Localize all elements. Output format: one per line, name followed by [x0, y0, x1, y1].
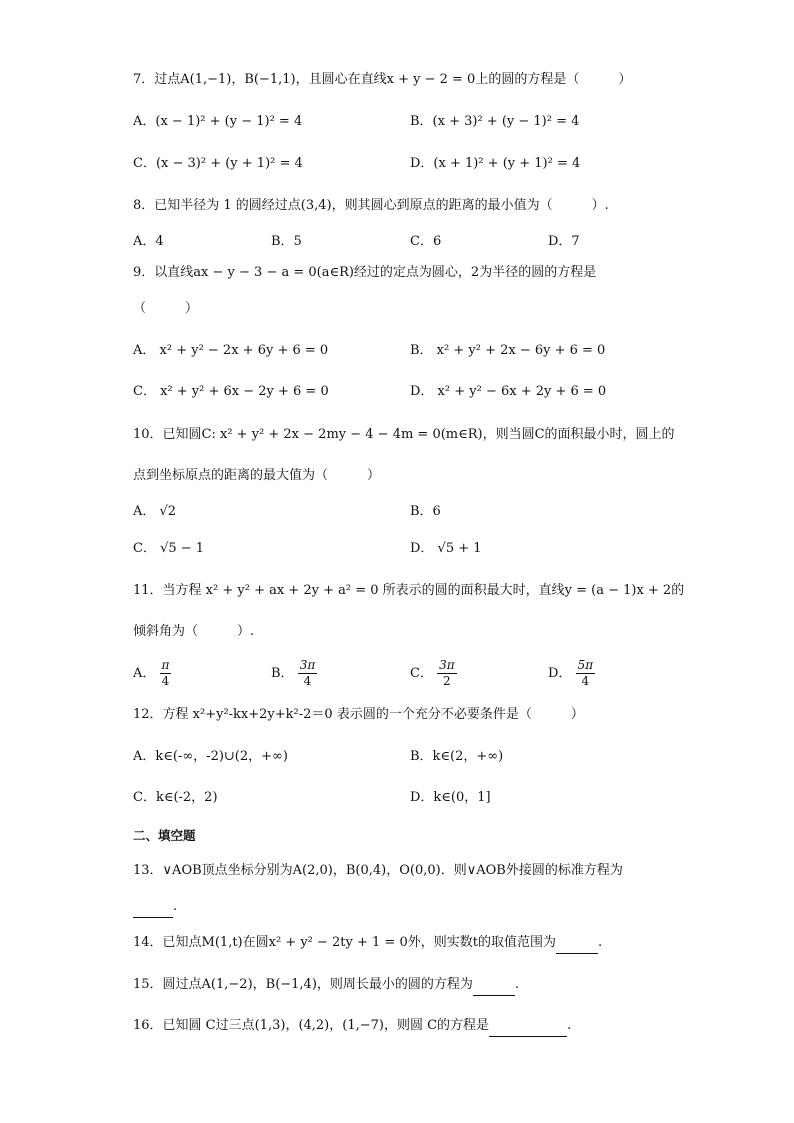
q10-option-c: C． √5 − 1 [133, 541, 205, 556]
q11-option-b-label: B． [271, 666, 294, 681]
q16-answer-blank[interactable] [489, 1016, 567, 1037]
q11-option-a [133, 658, 171, 689]
q11-option-a-label: A． [133, 666, 156, 681]
q8-option-c: C．6 [410, 234, 442, 249]
q11-option-c [410, 658, 457, 689]
q12-option-a: A．k∈(-∞，-2)∪(2，+∞) [133, 749, 288, 764]
q8-option-d: D．7 [548, 234, 580, 249]
q12-option-c: C．k∈(-2，2) [133, 790, 218, 805]
q8-stem: 8．已知半径为 1 的圆经过点(3,4)，则其圆心到原点的距离的最小值为（ ）. [133, 198, 609, 213]
q9-stem: 9．以直线ax − y − 3 − a = 0(a∈R)经过的定点为圆心，2为半径的圆的方程是 [133, 265, 597, 280]
q11-option-b [271, 658, 317, 689]
q10-option-d: D． √5 + 1 [410, 541, 482, 556]
q10-stem-cont: 点到坐标原点的距离的最大值为（ ） [133, 468, 381, 483]
q8-option-a: A．4 [133, 234, 164, 249]
q9-option-d: D． x² + y² − 6x + 2y + 6 = 0 [410, 384, 607, 399]
q7-option-c: C．(x − 3)² + (y + 1)² = 4 [133, 156, 303, 171]
q12-option-d: D．k∈(0，1] [410, 790, 491, 805]
q15-answer-blank[interactable] [473, 975, 515, 996]
q12-stem: 12．方程 x²+y²-kx+2y+k²-2＝0 表示圆的一个充分不必要条件是（ ） [133, 707, 584, 722]
q11-option-c-fraction: $\frac{3\pi}{2}$ [439, 658, 455, 688]
q11-stem-cont: 倾斜角为（ ）. [133, 624, 255, 639]
q11-option-d [548, 658, 595, 689]
q11-option-a-fraction: $\frac{\pi}{4}$ [161, 658, 170, 688]
q13-answer-blank[interactable] [133, 897, 173, 918]
q10-option-b: B．6 [410, 504, 441, 519]
section-heading-fill-in: 二、填空题 [133, 828, 196, 843]
q15-stem: 15．圆过点A(1,−2)，B(−1,4)，则周长最小的圆的方程为 . [133, 975, 519, 996]
q9-option-a: A． x² + y² − 2x + 6y + 6 = 0 [133, 343, 329, 358]
q7-option-b: B．(x + 3)² + (y − 1)² = 4 [410, 114, 580, 129]
q10-stem: 10．已知圆C: x² + y² + 2x − 2my − 4 − 4m = 0(m∈R)，则当圆C的面积最小时，圆上的 [133, 427, 675, 442]
q10-option-a: A． √2 [133, 504, 177, 519]
q13-stem: 13．∨AOB顶点坐标分别为A(2,0)，B(0,4)，O(0,0)．则∨AOB外接圆的标准方程为 [133, 863, 623, 878]
q11-option-b-fraction: $\frac{3\pi}{4}$ [299, 658, 316, 688]
q11-stem: 11．当方程 x² + y² + ax + 2y + a² = 0 所表示的圆的面积最大时，直线y = (a − 1)x + 2的 [133, 583, 685, 598]
q14-stem: 14．已知点M(1,t)在圆x² + y² − 2ty + 1 = 0外，则实数t的取值范围为 . [133, 933, 602, 954]
q12-option-b: B．k∈(2，+∞) [410, 749, 504, 764]
q7-stem: 7．过点A(1,−1)，B(−1,1)，且圆心在直线x + y − 2 = 0上的圆的方程是（ ） [133, 72, 632, 87]
q7-option-d: D．(x + 1)² + (y + 1)² = 4 [410, 156, 581, 171]
q9-option-c: C． x² + y² + 6x − 2y + 6 = 0 [133, 384, 329, 399]
q13-answer-line: . [133, 897, 177, 918]
q9-option-b: B． x² + y² + 2x − 6y + 6 = 0 [410, 343, 606, 358]
q9-stem-paren: （ ） [133, 301, 199, 316]
q8-option-b: B．5 [271, 234, 302, 249]
q11-option-c-label: C． [410, 666, 433, 681]
q11-option-d-label: D． [548, 666, 572, 681]
q16-stem: 16．已知圆 C过三点(1,3)，(4,2)，(1,−7)，则圆 C的方程是 . [133, 1016, 571, 1037]
q11-option-d-fraction: $\frac{5\pi}{4}$ [577, 658, 594, 688]
q7-option-a: A．(x − 1)² + (y − 1)² = 4 [133, 114, 303, 129]
q14-answer-blank[interactable] [556, 933, 598, 954]
